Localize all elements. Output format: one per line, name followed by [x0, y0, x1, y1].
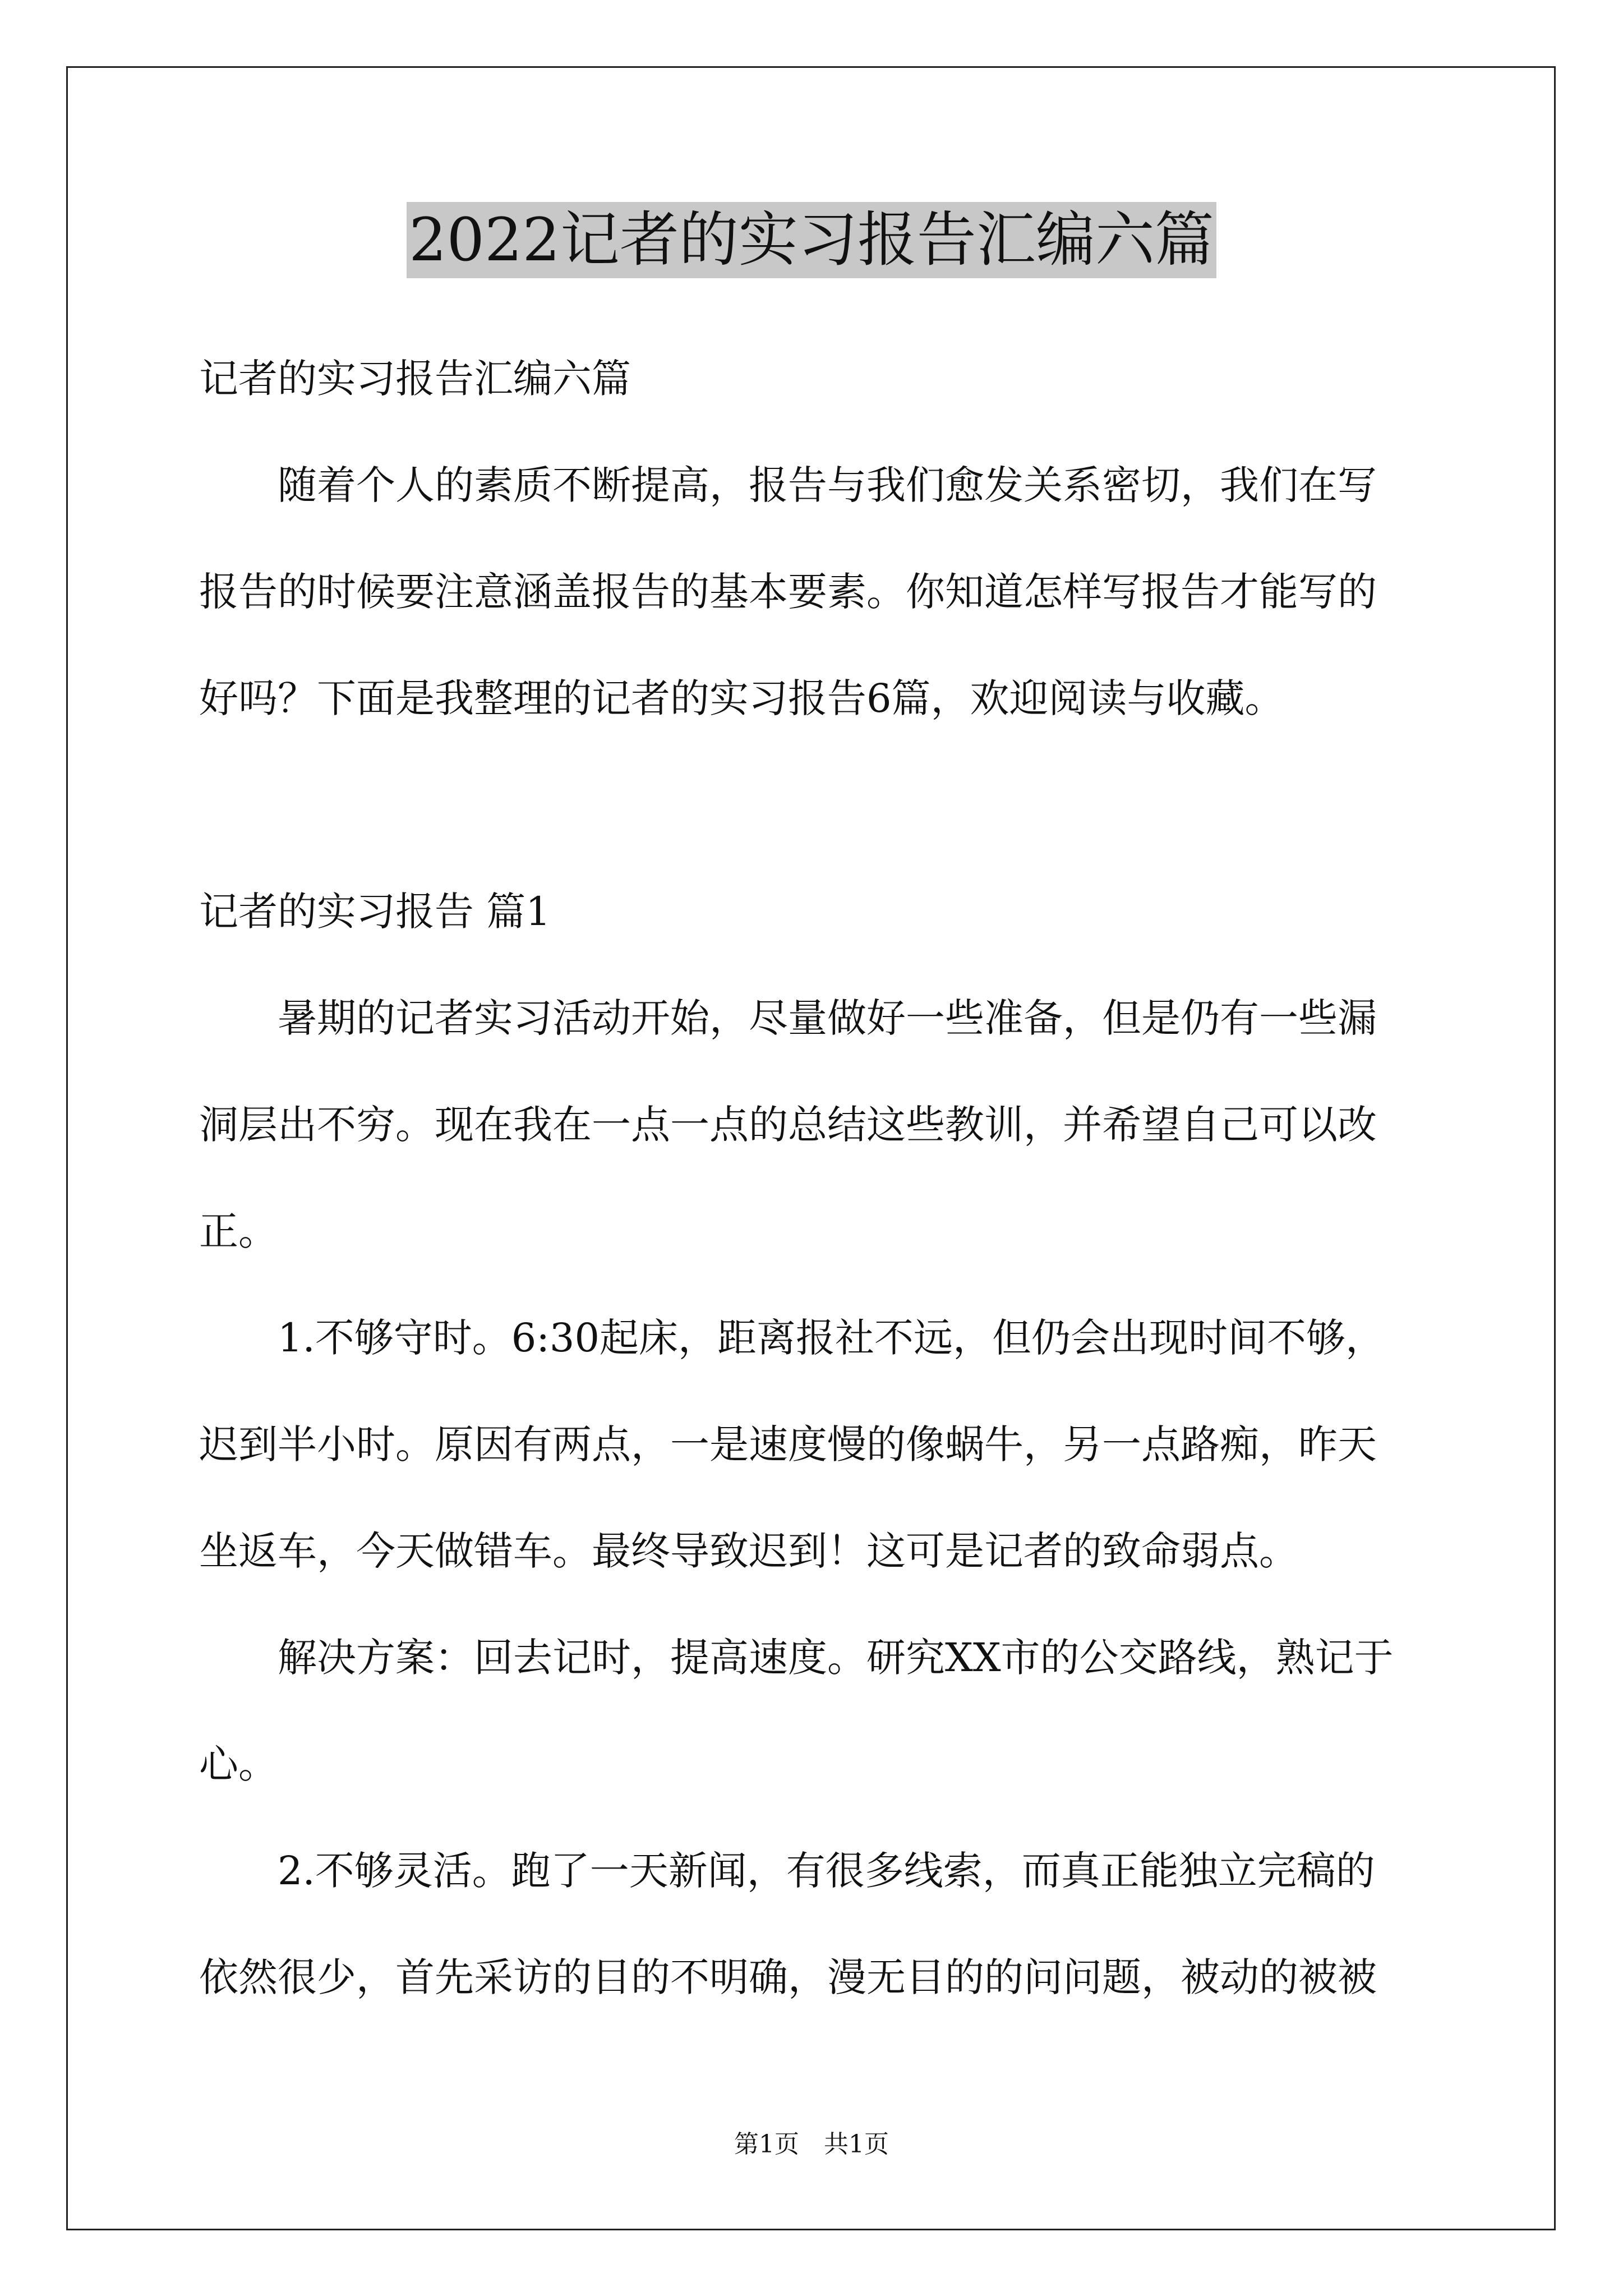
paragraph-line: 报告的时候要注意涵盖报告的基本要素。你知道怎样写报告才能写的 [199, 569, 1377, 615]
paragraph-line: 解决方案：回去记时，提高速度。研究XX市的公交路线，熟记于 [199, 1635, 1394, 1681]
paragraph-line: 暑期的记者实习活动开始，尽量做好一些准备，但是仍有一些漏 [199, 995, 1377, 1041]
paragraph-line: 好吗？下面是我整理的记者的实习报告6篇，欢迎阅读与收藏。 [199, 675, 1284, 721]
paragraph-line: 依然很少，首先采访的目的不明确，漫无目的的问问题，被动的被被 [199, 1954, 1377, 2000]
paragraph-line: 洞层出不穷。现在我在一点一点的总结这些教训，并希望自己可以改 [199, 1102, 1377, 1148]
paragraph-line: 随着个人的素质不断提高，报告与我们愈发关系密切，我们在写 [199, 462, 1377, 508]
paragraph-line: 迟到半小时。原因有两点，一是速度慢的像蜗牛，另一点路痴，昨天 [199, 1421, 1377, 1467]
title-container [0, 202, 1623, 278]
paragraph-line: 1.不够守时。6:30起床，距离报社不远，但仍会出现时间不够， [199, 1315, 1385, 1361]
page-footer: 第1页 共1页 [734, 2130, 889, 2159]
paragraph-line: 2.不够灵活。跑了一天新闻，有很多线索，而真正能独立完稿的 [199, 1848, 1375, 1894]
paragraph-line: 坐返车，今天做错车。最终导致迟到！这可是记者的致命弱点。 [199, 1528, 1298, 1574]
document-title: 2022记者的实习报告汇编六篇 [407, 202, 1216, 278]
section-heading: 记者的实习报告汇编六篇 [199, 356, 631, 402]
paragraph-line: 心。 [199, 1741, 278, 1787]
section-heading: 记者的实习报告 篇1 [199, 889, 551, 935]
paragraph-line: 正。 [199, 1208, 278, 1254]
